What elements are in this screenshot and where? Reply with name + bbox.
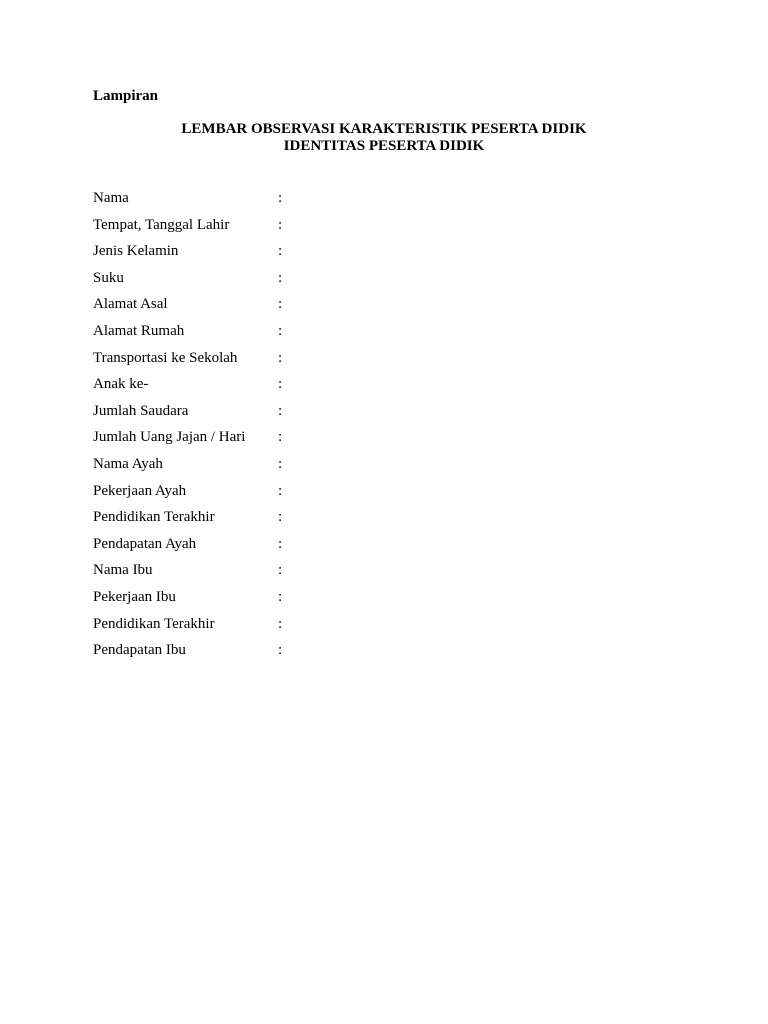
field-row [93,641,693,668]
title-line-1: LEMBAR OBSERVASI KARAKTERISTIK PESERTA DIDIK [181,121,587,137]
field-label: Jumlah Saudara [93,402,189,419]
appendix-label: Lampiran [93,88,159,104]
field-separator: : [278,429,283,446]
field-row [93,561,693,588]
identity-field-list [93,189,693,668]
field-separator: : [278,615,283,632]
field-row [93,588,693,615]
field-row [93,535,693,562]
field-label: Jenis Kelamin [93,243,179,260]
field-label: Jumlah Uang Jajan / Hari [93,429,246,446]
field-row [93,615,693,642]
field-row [93,189,693,216]
field-row [93,402,693,429]
title-line-2: IDENTITAS PESERTA DIDIK [283,138,485,154]
field-separator: : [278,216,283,233]
field-row [93,322,693,349]
field-separator: : [278,455,283,472]
field-label: Pendidikan Terakhir [93,509,215,526]
field-label: Pendidikan Terakhir [93,615,215,632]
field-row [93,242,693,269]
field-label: Nama Ibu [93,562,153,579]
field-separator: : [278,349,283,366]
field-separator: : [278,562,283,579]
field-label: Nama Ayah [93,455,163,472]
field-label: Pekerjaan Ibu [93,588,176,605]
field-row [93,508,693,535]
field-row [93,349,693,376]
field-separator: : [278,243,283,260]
field-label: Suku [93,269,124,286]
field-label: Pendapatan Ibu [93,642,186,659]
field-separator: : [278,322,283,339]
field-label: Anak ke- [93,376,149,393]
field-row [93,216,693,243]
field-row [93,455,693,482]
field-label: Transportasi ke Sekolah [93,349,238,366]
field-row [93,482,693,509]
field-separator: : [278,376,283,393]
field-row [93,269,693,296]
document-title [0,121,768,155]
field-label: Alamat Asal [93,296,168,313]
field-separator: : [278,482,283,499]
field-separator: : [278,190,283,206]
field-label: Nama [93,190,129,206]
field-separator: : [278,509,283,526]
field-label: Pekerjaan Ayah [93,482,187,499]
field-separator: : [278,642,283,659]
field-label: Alamat Rumah [93,322,185,339]
field-separator: : [278,588,283,605]
field-separator: : [278,535,283,552]
field-row [93,375,693,402]
field-row [93,428,693,455]
field-label: Pendapatan Ayah [93,535,197,552]
field-separator: : [278,402,283,419]
field-separator: : [278,269,283,286]
field-label: Tempat, Tanggal Lahir [93,216,230,233]
field-separator: : [278,296,283,313]
field-row [93,295,693,322]
